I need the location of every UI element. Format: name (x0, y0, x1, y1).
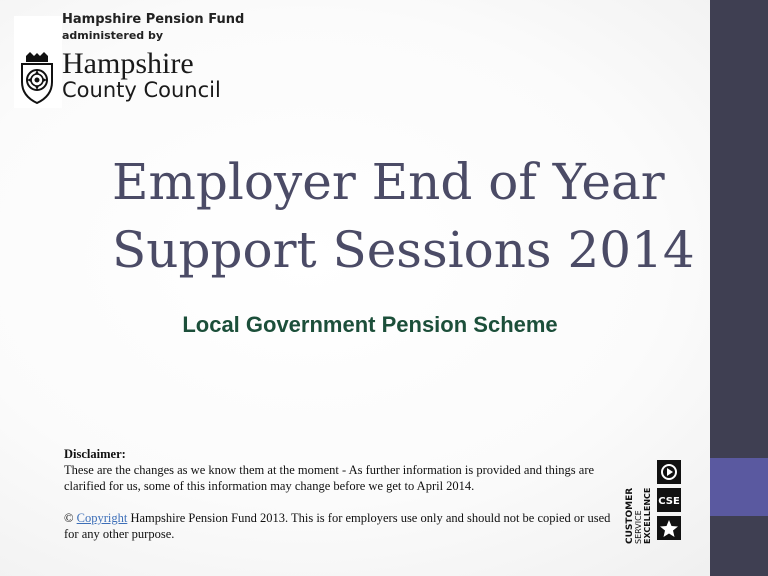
badge-line-excellence: EXCELLENCE (643, 487, 652, 544)
copyright-text: Hampshire Pension Fund 2013. This is for employers use only and should not be copied or used for any other purpose. (64, 511, 611, 541)
sidebar-accent-block (710, 458, 768, 516)
hampshire-logo (14, 8, 245, 104)
logo-administered-by: administered by (62, 29, 164, 42)
logo-fund-name: Hampshire Pension Fund (62, 12, 245, 27)
title-line-2: Support Sessions 2014 (112, 221, 695, 279)
customer-service-excellence-badge (620, 456, 684, 548)
council-name: Hampshire (62, 47, 194, 80)
council-subtitle: County Council (62, 78, 221, 102)
copyright-link[interactable]: Copyright (76, 511, 128, 525)
copyright-symbol: © (64, 511, 74, 525)
disclaimer-block (64, 446, 616, 542)
badge-line-service: SERVICE (634, 510, 643, 544)
title-line-1: Employer End of Year (112, 153, 665, 211)
disclaimer-body: These are the changes as we know them at the moment - As further information is provided and things are clarified for us, some of this information may change before we get to April 2014. (64, 463, 595, 493)
council-crest-icon (18, 52, 56, 104)
slide-title (112, 148, 695, 284)
badge-cse-mark: CSE (658, 496, 680, 507)
slide-subtitle: Local Government Pension Scheme (182, 312, 558, 337)
disclaimer-heading: Disclaimer: (64, 447, 126, 461)
badge-line-customer: CUSTOMER (625, 487, 635, 544)
copyright-notice (64, 510, 616, 542)
